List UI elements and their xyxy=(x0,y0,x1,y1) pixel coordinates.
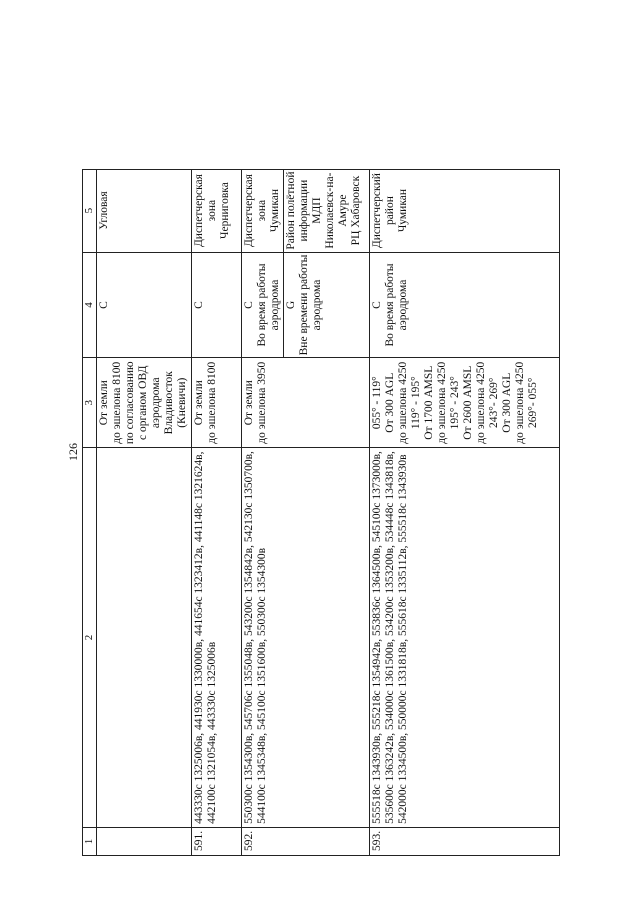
altitude-line: 055° - 119° xyxy=(371,376,383,430)
altitude-cell xyxy=(97,358,192,448)
area-line: Район полётной xyxy=(285,171,297,250)
header-col-3: 3 xyxy=(83,358,97,448)
table-row xyxy=(242,169,370,855)
area-cell xyxy=(192,169,242,252)
table-row xyxy=(97,169,192,855)
area-line: Угловая xyxy=(98,191,110,230)
area-top xyxy=(242,170,284,252)
area-cell xyxy=(97,169,192,252)
class-line: G xyxy=(285,300,297,310)
row-number: 592. xyxy=(242,827,370,855)
area-line: зона xyxy=(206,199,218,222)
area-line: МДП xyxy=(311,197,323,224)
area-cell xyxy=(370,169,560,252)
altitude-line: аэродрома xyxy=(150,377,162,429)
table-row xyxy=(192,169,242,855)
altitude-line: до эшелона 3950 xyxy=(256,361,268,444)
table-row xyxy=(370,169,560,855)
area-cell xyxy=(242,169,370,252)
altitude-line: От 300 AGL xyxy=(501,372,513,433)
header-col-1: 1 xyxy=(83,827,97,855)
altitude-line: (Кневичи) xyxy=(176,377,188,428)
area-line: Чумикан xyxy=(269,188,281,233)
class-line: Вне времени работы xyxy=(298,254,310,356)
header-col-4: 4 xyxy=(83,252,97,358)
area-line: Амуре xyxy=(337,194,349,227)
area-line: Черниговка xyxy=(219,182,231,239)
coordinates-line: 550300с 1354300в, 545706с 1355048в, 543200с 1354842в, 542130с 1350700в, xyxy=(243,451,255,824)
altitude-line: От 2600 AMSL xyxy=(462,365,474,440)
altitude-line: 243°- 269° xyxy=(488,377,500,428)
area-line: РЦ Хабаровск xyxy=(350,175,362,246)
altitude-line: От земли xyxy=(98,380,110,426)
altitude-line: От 1700 AMSL xyxy=(423,365,435,440)
coordinates-line: 542000с 1334500в, 550000с 1331818в, 555618с 1335112в, 555518с 1343930в xyxy=(397,454,409,824)
page-number: 126 xyxy=(66,443,80,461)
class-line: аэродрома xyxy=(311,279,323,331)
altitude-line: до эшелона 4250 xyxy=(397,361,409,444)
coordinates-line: 555518с 1343930в, 555218с 1354942в, 553836с 1364500в, 545100с 1373000в, xyxy=(371,451,383,824)
class-line: аэродрома xyxy=(397,279,409,331)
row-number: 593. xyxy=(370,827,560,855)
coordinates-line: 535600с 1363242в, 534000с 1361500в, 534200с 1353200в, 534448с 1343818в, xyxy=(384,451,396,824)
area-line: Чумикан xyxy=(397,188,409,233)
class-line: Во время работы xyxy=(384,263,396,347)
altitude-line: От 300 AGL xyxy=(384,372,396,433)
altitude-line: 269°- 055° xyxy=(527,377,539,428)
altitude-line: с органом ОВД xyxy=(137,365,149,440)
class-cell: C xyxy=(192,252,242,358)
altitude-line: до эшелона 4250 xyxy=(475,361,487,444)
class-cell xyxy=(370,252,560,358)
area-line: Диспетчерская xyxy=(193,174,205,248)
altitude-line: до эшелона 8100 xyxy=(111,361,123,444)
altitude-line: 195° - 243° xyxy=(449,376,461,430)
class-line: Во время работы xyxy=(256,263,268,347)
altitude-line: От земли xyxy=(193,380,205,426)
class-line: аэродрома xyxy=(269,279,281,331)
header-col-2: 2 xyxy=(83,448,97,828)
altitude-line: 119° - 195° xyxy=(410,376,422,430)
altitude-line: до эшелона 4250 xyxy=(436,361,448,444)
header-row xyxy=(83,169,97,855)
altitude-cell xyxy=(242,358,370,448)
class-top xyxy=(242,253,284,358)
airspace-table xyxy=(82,169,560,856)
altitude-line: до эшелона 8100 xyxy=(206,361,218,444)
altitude-line: до эшелона 4250 xyxy=(514,361,526,444)
header-col-5: 5 xyxy=(83,169,97,252)
coordinates-cell xyxy=(97,448,192,828)
row-number xyxy=(97,827,192,855)
class-bottom xyxy=(284,253,325,358)
altitude-cell xyxy=(192,358,242,448)
coordinates-cell xyxy=(192,448,242,828)
coordinates-cell xyxy=(370,448,560,828)
altitude-line: по согласованию xyxy=(124,361,136,445)
area-line: информации xyxy=(298,179,310,242)
area-line: Диспетчерская xyxy=(243,174,255,248)
area-line: зона xyxy=(256,199,268,222)
altitude-line: Владивосток xyxy=(163,371,175,435)
area-bottom xyxy=(284,170,364,252)
area-line: Диспетчерский xyxy=(371,173,383,249)
class-cell xyxy=(242,252,370,358)
class-line: C xyxy=(243,301,255,309)
coordinates-line: 544100с 1345348в, 545100с 1351600в, 550300с 1354300в xyxy=(256,547,268,824)
coordinates-cell xyxy=(242,448,370,828)
altitude-line: От земли xyxy=(243,380,255,426)
row-number: 591. xyxy=(192,827,242,855)
area-line: Николаевск-на- xyxy=(324,172,336,249)
class-line: C xyxy=(371,301,383,309)
altitude-cell xyxy=(370,358,560,448)
coordinates-line: 442100с 1321054в, 443330с 1325006в xyxy=(206,641,218,824)
coordinates-line: 443330с 1325006в, 441930с 1330000в, 441654с 1323412в, 441148с 1321624в, xyxy=(193,451,205,824)
area-line: район xyxy=(384,196,396,226)
class-cell: C xyxy=(97,252,192,358)
